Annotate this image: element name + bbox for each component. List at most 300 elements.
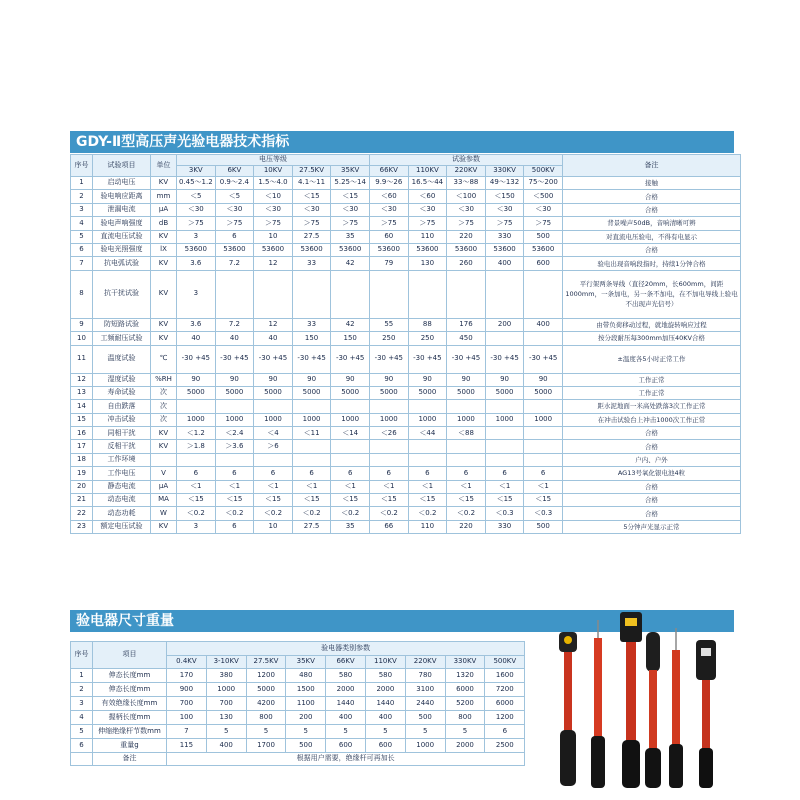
dimension-value: 1000 xyxy=(405,739,445,753)
param-value: 53600 xyxy=(485,243,524,256)
spec-row xyxy=(71,332,741,345)
param-value: 55 xyxy=(369,318,408,331)
param-value: 53600 xyxy=(447,243,486,256)
param-value: 130 xyxy=(408,257,447,270)
param-value: 5.25～14 xyxy=(331,177,370,190)
param-value xyxy=(369,440,408,453)
dimension-value: 400 xyxy=(206,739,246,753)
dimension-value: 5 xyxy=(326,725,366,739)
param-value: 53600 xyxy=(292,243,331,256)
param-value: ＜5 xyxy=(215,190,254,203)
param-value: 600 xyxy=(524,257,563,270)
voltage-header: 500KV xyxy=(485,656,525,669)
param-value xyxy=(408,400,447,413)
detector-1 xyxy=(559,632,577,786)
dimension-value: 2000 xyxy=(365,683,405,697)
param-value: ＜88 xyxy=(447,427,486,440)
param-value: 75～200 xyxy=(524,177,563,190)
param-value: 6 xyxy=(331,467,370,480)
test-item: 工作环境 xyxy=(93,453,151,466)
voltage-header: 330KV xyxy=(485,166,524,177)
dimension-value: 3100 xyxy=(405,683,445,697)
param-value: 90 xyxy=(408,373,447,386)
detector-4 xyxy=(645,632,661,788)
dimension-value: 5 xyxy=(405,725,445,739)
param-value: ＞75 xyxy=(254,217,293,230)
unit: KV xyxy=(151,332,177,345)
param-value: 90 xyxy=(524,373,563,386)
param-value: ＜0.2 xyxy=(215,507,254,520)
param-value xyxy=(524,427,563,440)
param-value: 220 xyxy=(447,520,486,533)
param-value: ＜30 xyxy=(447,203,486,216)
param-value: -30 +45 xyxy=(408,345,447,373)
spec-row xyxy=(71,373,741,386)
param-value: 27.5 xyxy=(292,230,331,243)
param-value: ＞1.8 xyxy=(177,440,216,453)
spec-header-row xyxy=(71,155,741,166)
remark: 合格 xyxy=(562,243,740,256)
dim-row xyxy=(71,697,525,711)
param-value xyxy=(524,270,563,318)
test-item: 泄漏电流 xyxy=(93,203,151,216)
dimension-value: 5 xyxy=(246,725,286,739)
param-value: -30 +45 xyxy=(369,345,408,373)
param-value: 1.5～4.0 xyxy=(254,177,293,190)
param-value: 6 xyxy=(485,467,524,480)
dimension-value: 1320 xyxy=(445,669,485,683)
param-value: ＜500 xyxy=(524,190,563,203)
remark: 在冲击试验台上冲击1000次工作正常 xyxy=(562,413,740,426)
unit: KV xyxy=(151,257,177,270)
param-value xyxy=(292,400,331,413)
param-value: 35 xyxy=(331,520,370,533)
remark: 工作正常 xyxy=(562,373,740,386)
unit: mm xyxy=(151,190,177,203)
param-value: ＜1 xyxy=(292,480,331,493)
row-number: 13 xyxy=(71,386,93,399)
spec-row xyxy=(71,494,741,507)
spec-row xyxy=(71,453,741,466)
dimension-value: 1200 xyxy=(246,669,286,683)
voltage-header: 110KV xyxy=(408,166,447,177)
param-value: 53600 xyxy=(369,243,408,256)
spec-row xyxy=(71,318,741,331)
row-number: 10 xyxy=(71,332,93,345)
param-value: 12 xyxy=(254,257,293,270)
param-value: 6 xyxy=(408,467,447,480)
param-value: 1000 xyxy=(369,413,408,426)
param-value: 40 xyxy=(254,332,293,345)
param-value: 12 xyxy=(254,318,293,331)
param-value: ＜30 xyxy=(524,203,563,216)
param-value: 1000 xyxy=(408,413,447,426)
param-value: 10 xyxy=(254,520,293,533)
param-value: ＜15 xyxy=(254,494,293,507)
param-value xyxy=(447,400,486,413)
param-value: 53600 xyxy=(177,243,216,256)
voltage-header: 110KV xyxy=(365,656,405,669)
param-value xyxy=(292,440,331,453)
param-value: 260 xyxy=(447,257,486,270)
dimension-value: 5 xyxy=(206,725,246,739)
param-value: ＜0.2 xyxy=(408,507,447,520)
dimension-value: 800 xyxy=(445,711,485,725)
dimension-value: 100 xyxy=(167,711,207,725)
spec-table xyxy=(70,154,741,534)
param-value: ＜0.3 xyxy=(524,507,563,520)
unit: μA xyxy=(151,203,177,216)
row-number: 21 xyxy=(71,494,93,507)
param-value: 400 xyxy=(524,318,563,331)
param-value: ＜1 xyxy=(177,480,216,493)
param-value: 79 xyxy=(369,257,408,270)
row-number: 11 xyxy=(71,345,93,373)
param-value: -30 +45 xyxy=(215,345,254,373)
param-value xyxy=(331,453,370,466)
dimension-item: 有效绝缘长度mm xyxy=(93,697,167,711)
dimension-item: 握柄长度mm xyxy=(93,711,167,725)
test-item: 验电声响强度 xyxy=(93,217,151,230)
voltage-header: 500KV xyxy=(524,166,563,177)
test-item: 冲击试验 xyxy=(93,413,151,426)
param-value: ＞75 xyxy=(524,217,563,230)
row-number: 6 xyxy=(71,243,93,256)
param-value: 3.6 xyxy=(177,318,216,331)
dimension-value: 600 xyxy=(326,739,366,753)
param-value: 5000 xyxy=(408,386,447,399)
dimension-value: 380 xyxy=(206,669,246,683)
header-remark: 备注 xyxy=(562,155,740,177)
param-value: ＜30 xyxy=(408,203,447,216)
spec-row xyxy=(71,400,741,413)
param-value: ＜60 xyxy=(408,190,447,203)
remark: 户内、户外 xyxy=(562,453,740,466)
test-item: 直流电压试验 xyxy=(93,230,151,243)
spec-row xyxy=(71,243,741,256)
voltage-header: 6KV xyxy=(215,166,254,177)
param-value: 35 xyxy=(331,230,370,243)
dimension-value: 4200 xyxy=(246,697,286,711)
param-value: 5000 xyxy=(292,386,331,399)
dimension-value: 580 xyxy=(365,669,405,683)
voltage-header: 3KV xyxy=(177,166,216,177)
test-item: 验电响应距离 xyxy=(93,190,151,203)
voltage-header: 35KV xyxy=(331,166,370,177)
dimension-value: 6000 xyxy=(445,683,485,697)
param-value: ＜150 xyxy=(485,190,524,203)
row-number: 8 xyxy=(71,270,93,318)
param-value xyxy=(408,440,447,453)
param-value: 40 xyxy=(215,332,254,345)
remark: 合格 xyxy=(562,507,740,520)
param-value: 5000 xyxy=(254,386,293,399)
param-value: ＜1 xyxy=(254,480,293,493)
param-value: 53600 xyxy=(408,243,447,256)
detector-5 xyxy=(669,628,683,788)
voltage-header: 220KV xyxy=(447,166,486,177)
spec-row xyxy=(71,427,741,440)
param-value: ＜15 xyxy=(485,494,524,507)
param-value: ＞75 xyxy=(292,217,331,230)
dimension-value: 1440 xyxy=(365,697,405,711)
dimension-value: 1000 xyxy=(206,683,246,697)
param-value xyxy=(524,453,563,466)
param-value: 53600 xyxy=(215,243,254,256)
dimension-item: 重量g xyxy=(93,739,167,753)
detector-6 xyxy=(696,640,716,788)
param-value xyxy=(215,400,254,413)
param-value: ＜0.2 xyxy=(177,507,216,520)
dimension-item: 伸缩绝缘杆节数mm xyxy=(93,725,167,739)
test-item: 寿命试验 xyxy=(93,386,151,399)
header-no: 序号 xyxy=(71,642,93,669)
param-value: -30 +45 xyxy=(485,345,524,373)
param-value: 6 xyxy=(215,467,254,480)
spec-row xyxy=(71,177,741,190)
dimension-value: 580 xyxy=(326,669,366,683)
unit: 次 xyxy=(151,413,177,426)
row-number: 17 xyxy=(71,440,93,453)
param-value: 450 xyxy=(447,332,486,345)
param-value: 53600 xyxy=(331,243,370,256)
param-value: ＜15 xyxy=(447,494,486,507)
param-value: 6 xyxy=(254,467,293,480)
dimension-value: 200 xyxy=(286,711,326,725)
remark: 对直流电压验电，不得有电显示 xyxy=(562,230,740,243)
unit: KV xyxy=(151,318,177,331)
dimension-value: 900 xyxy=(167,683,207,697)
note-spacer xyxy=(71,753,93,766)
unit xyxy=(151,453,177,466)
param-value: 110 xyxy=(408,230,447,243)
test-item: 动态功耗 xyxy=(93,507,151,520)
param-value: ＞75 xyxy=(485,217,524,230)
param-value xyxy=(485,400,524,413)
spec-title: GDY-Ⅱ型高压声光验电器技术指标 xyxy=(70,131,734,153)
remark: 5分钟声光显示正常 xyxy=(562,520,740,533)
param-value: ＞75 xyxy=(447,217,486,230)
param-value xyxy=(408,453,447,466)
unit: 次 xyxy=(151,386,177,399)
param-value xyxy=(369,400,408,413)
param-value: 330 xyxy=(485,520,524,533)
param-value: 5000 xyxy=(331,386,370,399)
param-value xyxy=(447,270,486,318)
param-value xyxy=(177,453,216,466)
voltage-header: 27.5KV xyxy=(246,656,286,669)
param-value xyxy=(215,270,254,318)
param-value: 53600 xyxy=(524,243,563,256)
dim-note-row xyxy=(71,753,525,766)
param-value xyxy=(447,453,486,466)
row-number: 14 xyxy=(71,400,93,413)
param-value xyxy=(408,270,447,318)
param-value: 150 xyxy=(292,332,331,345)
param-value xyxy=(331,270,370,318)
dim-row xyxy=(71,683,525,697)
param-value: 6 xyxy=(524,467,563,480)
dimension-value: 480 xyxy=(286,669,326,683)
param-value: ＜1 xyxy=(408,480,447,493)
param-value: ＜15 xyxy=(524,494,563,507)
unit: W xyxy=(151,507,177,520)
row-number: 1 xyxy=(71,669,93,683)
param-value: -30 +45 xyxy=(447,345,486,373)
remark: 按分段耐压每300mm加压40KV合格 xyxy=(562,332,740,345)
param-value: 90 xyxy=(331,373,370,386)
param-value: ＜30 xyxy=(369,203,408,216)
test-item: 抗干扰试验 xyxy=(93,270,151,318)
param-value: 1000 xyxy=(447,413,486,426)
param-value: 90 xyxy=(369,373,408,386)
param-value: ＜1 xyxy=(447,480,486,493)
dimension-value: 1100 xyxy=(286,697,326,711)
param-value xyxy=(485,332,524,345)
voltage-header: 27.5KV xyxy=(292,166,331,177)
param-value: 0.45～1.2 xyxy=(177,177,216,190)
param-value: 0.9～2.4 xyxy=(215,177,254,190)
param-value xyxy=(254,270,293,318)
dimension-value: 700 xyxy=(167,697,207,711)
test-item: 同相干扰 xyxy=(93,427,151,440)
param-value xyxy=(524,332,563,345)
spec-row xyxy=(71,257,741,270)
voltage-header: 10KV xyxy=(254,166,293,177)
param-value: 3 xyxy=(177,270,216,318)
dimension-value: 1700 xyxy=(246,739,286,753)
dimension-value: 7 xyxy=(167,725,207,739)
voltage-header: 66KV xyxy=(326,656,366,669)
param-value xyxy=(485,270,524,318)
row-number: 2 xyxy=(71,683,93,697)
param-value: ＜15 xyxy=(369,494,408,507)
param-value: 1000 xyxy=(524,413,563,426)
header-no: 序号 xyxy=(71,155,93,177)
dimension-value: 800 xyxy=(246,711,286,725)
param-value: 110 xyxy=(408,520,447,533)
dimension-value: 700 xyxy=(206,697,246,711)
remark: 合格 xyxy=(562,440,740,453)
param-value: 6 xyxy=(215,230,254,243)
remark: 合格 xyxy=(562,494,740,507)
param-value: 1000 xyxy=(485,413,524,426)
spec-row xyxy=(71,270,741,318)
dim-row xyxy=(71,725,525,739)
param-value: 9.9～26 xyxy=(369,177,408,190)
voltage-header: 35KV xyxy=(286,656,326,669)
param-value: 90 xyxy=(447,373,486,386)
param-value xyxy=(215,453,254,466)
param-value: 220 xyxy=(447,230,486,243)
param-value: 7.2 xyxy=(215,318,254,331)
param-value: 33～88 xyxy=(447,177,486,190)
param-value: ＜30 xyxy=(215,203,254,216)
unit: %RH xyxy=(151,373,177,386)
param-value xyxy=(254,400,293,413)
remark: 合格 xyxy=(562,480,740,493)
spec-row xyxy=(71,203,741,216)
param-value: 176 xyxy=(447,318,486,331)
param-value xyxy=(485,453,524,466)
voltage-header: 330KV xyxy=(445,656,485,669)
param-value: 42 xyxy=(331,257,370,270)
header-unit: 单位 xyxy=(151,155,177,177)
param-value: 200 xyxy=(485,318,524,331)
dimension-value: 6000 xyxy=(485,697,525,711)
dimension-value: 1200 xyxy=(485,711,525,725)
dimension-value: 500 xyxy=(405,711,445,725)
param-value: ＜1 xyxy=(524,480,563,493)
param-value xyxy=(447,440,486,453)
remark: 平行架两条导线（直径20mm，长600mm，间距1000mm，一条加电，另一条不加电，在不加电导线上验电不出现声光信号） xyxy=(562,270,740,318)
param-value: -30 +45 xyxy=(254,345,293,373)
test-item: 动态电流 xyxy=(93,494,151,507)
param-value: 5000 xyxy=(215,386,254,399)
unit: KV xyxy=(151,427,177,440)
dim-row xyxy=(71,739,525,753)
param-value: 90 xyxy=(485,373,524,386)
param-value: 4.1～11 xyxy=(292,177,331,190)
param-value xyxy=(292,270,331,318)
unit: KV xyxy=(151,520,177,533)
param-value: 90 xyxy=(177,373,216,386)
param-value xyxy=(485,427,524,440)
param-value: ＜60 xyxy=(369,190,408,203)
unit: KV xyxy=(151,177,177,190)
row-number: 7 xyxy=(71,257,93,270)
voltage-detector-photo xyxy=(536,610,732,790)
param-value: ＜30 xyxy=(254,203,293,216)
remark: ±温度各5小时正常工作 xyxy=(562,345,740,373)
param-value: ＜14 xyxy=(331,427,370,440)
dimension-item: 伸态长度mm xyxy=(93,683,167,697)
unit: lX xyxy=(151,243,177,256)
dimension-value: 5 xyxy=(445,725,485,739)
param-value: ＜0.2 xyxy=(254,507,293,520)
unit: MA xyxy=(151,494,177,507)
row-number: 3 xyxy=(71,697,93,711)
dimension-value: 6 xyxy=(485,725,525,739)
row-number: 20 xyxy=(71,480,93,493)
row-number: 22 xyxy=(71,507,93,520)
param-value: 60 xyxy=(369,230,408,243)
param-value: 42 xyxy=(331,318,370,331)
row-number: 23 xyxy=(71,520,93,533)
row-number: 3 xyxy=(71,203,93,216)
remark: 接触 xyxy=(562,177,740,190)
param-value: 7.2 xyxy=(215,257,254,270)
remark: 验电出现音响段指时，持续1分钟合格 xyxy=(562,257,740,270)
param-value: ＜5 xyxy=(177,190,216,203)
dim-row xyxy=(71,711,525,725)
dimension-value: 400 xyxy=(365,711,405,725)
voltage-header: 3-10KV xyxy=(206,656,246,669)
dimension-value: 1500 xyxy=(286,683,326,697)
row-number: 4 xyxy=(71,217,93,230)
param-value: 400 xyxy=(485,257,524,270)
param-value: -30 +45 xyxy=(292,345,331,373)
param-value: 1000 xyxy=(177,413,216,426)
test-item: 抗电弧试验 xyxy=(93,257,151,270)
note-text: 根据用户需要，绝缘杆可再加长 xyxy=(167,753,525,766)
param-value: ＜30 xyxy=(485,203,524,216)
unit: KV xyxy=(151,440,177,453)
unit: KV xyxy=(151,270,177,318)
voltage-header: 220KV xyxy=(405,656,445,669)
param-value xyxy=(524,400,563,413)
param-value: ＜2.4 xyxy=(215,427,254,440)
